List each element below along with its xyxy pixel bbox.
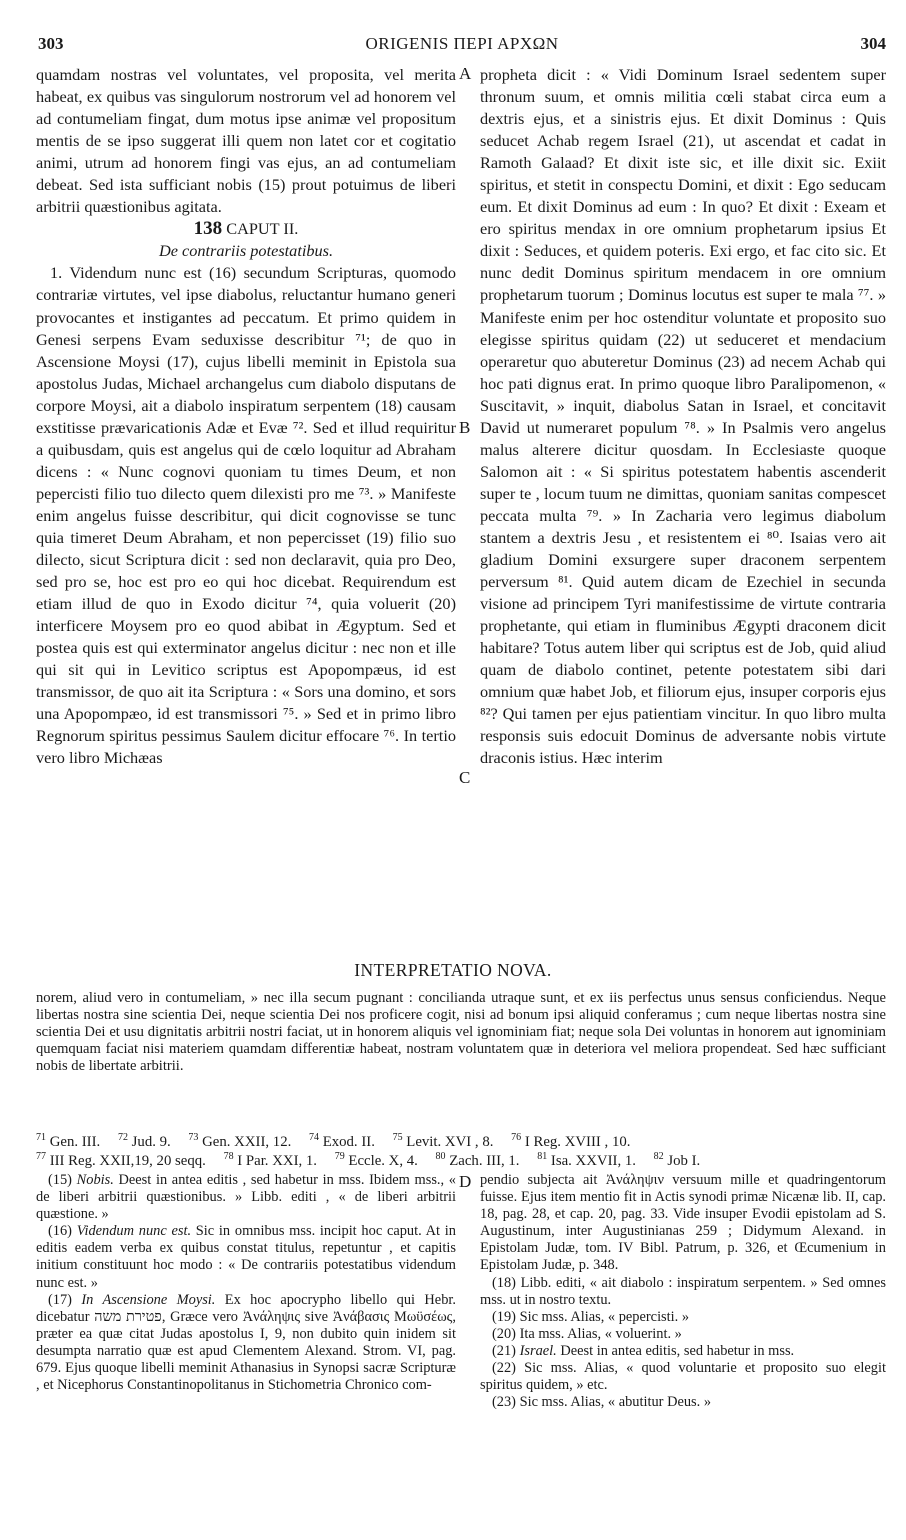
- interpretatio-text: norem, aliud vero in contumeliam, » nec illa secum pugnant : concilianda utraque sunt, et ex iis perfectus unus sensus conficiendus. Neque libertas nostra sine scientia Dei, neque scientia Dei nos proficere cogit, nisi ad bonum ipsi aliquid conferamus ; cum neque libertas nostra sine scientia Dei et usu dignitatis arbitrii nostri faciat, ut in honorem aliquis vel ignominiam fiat; neque sola Dei voluntas in honorem aut ignominiam quemquam faciat nisi materiem quamdam differentiæ habeat, nostram voluntatem quæ in deteriora vel meliora propendeat. Sed hæc sufficiant nobis de libertate arbitrii.: [36, 990, 886, 1074]
- margin-letter-a: A: [459, 64, 472, 83]
- margin-letter-c: C: [459, 768, 471, 787]
- page-number-left: 303: [38, 34, 64, 53]
- caput-subtitle: De contrariis potestatibus.: [158, 241, 334, 261]
- interpretatio-title: INTERPRETATIO NOVA.: [354, 960, 552, 980]
- footnote-23: (23) Sic mss. Alias, « abutitur Deus. »: [492, 1394, 712, 1411]
- reference-item: $^{72}$ Jud. 9.: [117, 1132, 171, 1150]
- margin-letter-d: D: [459, 1172, 472, 1191]
- footnote-17: (17) In Ascensione Moysi. Ex hoc apocrypho libello qui Hebr. dicebatur פטירת משה, Græce vero Ἀνάληψις sive Ἀνάβασις Μωϋσέως, præter ea quæ citat Judas apostolus I, 9, non dubito quin inidem sit desumpta narratio quæ est apud Clementem Alexand. Strom. VI, pag. 679. Ejus quoque libelli meminit Athanasius in Synopsi sacræ Scripturæ , et Nicephorus Constantinopolitanus in Stichometria Chronico com-: [36, 1291, 456, 1394]
- reference-item: $^{77}$ III Reg. XXII,19, 20 seqq.: [36, 1151, 206, 1169]
- scripture-references-row-2: [36, 1147, 886, 1171]
- running-title: ORIGENIS ΠΕΡΙ ΑΡΧΩΝ: [365, 34, 559, 53]
- footnotes-right-column: [480, 1172, 886, 1411]
- reference-item: $^{71}$ Gen. III.: [36, 1132, 101, 1150]
- footnote-19: (19) Sic mss. Alias, « pepercisti. »: [492, 1308, 690, 1325]
- reference-item: $^{82}$ Job I.: [653, 1151, 701, 1169]
- reference-item: $^{73}$ Gen. XXII, 12.: [188, 1132, 292, 1150]
- right-paragraph-1: propheta dicit : « Vidi Dominum Israel sedentem super thronum suum, et omnis militia cœli stabat circa eum a dextris ejus, et a sinistris ejus. Et dixit Dominus : Quis seducet Achab regem Israel (21), ut ascendat et cadat in Ramoth Galaad? Et dixit iste sic, et ille dixit sic. Exiit spiritus, et stetit in conspectu Domini, et dixit : Ego seducam eum. Et dixit Dominus ad eum : In quo? Et dixit : Exeam et ero spiritus mendax in ore omnium prophetarum ipsius Et dixit : Seduces, et quidem poteris. Exi ergo, et fac cito sic. Et nunc dedit Dominus spiritum mendacem in ore omnium prophetarum tuorum ; Dominus locutus est super te mala ⁷⁷. » Manifeste enim per hoc ostenditur voluntate et proposito suo elegisse spiritus quidam (22) ut seduceret et mendacium operaretur quo abuteretur Dominus (23) ad necem Achab qui hoc pati dignus erat. In primo quoque libro Paralipomenon, « Suscitavit, » inquit, diabolus Satan in Israel, et concitavit David ut numeraret populum ⁷⁸. » In Psalmis vero angelus malus alterere dicitur quosdam. In Ecclesiaste quoque Salomon ait : « Si spiritus potestatem habentis ascenderit super te , locum tuum ne dimittas, quoniam sanitas compescet peccata multa ⁷⁹. » In Zacharia vero legimus diabolum stantem a dextris Jesu , et resistentem ei ⁸⁰. Isaias vero ait gladium Domini exsurgere super draconem serpentem perversum ⁸¹. Quid autem dicam de Ezechiel in secunda visione ad principem Tyri manifestissime de virtute contraria prophetante, qui etiam in fluminibus Ægypti draconem dicit habitare? Totus autem liber qui scriptus est de Job, quid aliud quam de diabolo continet, petente potestatem sibi dari omnium quæ habet Job, et filiorum ejus, insuper corporis ejus ⁸²? Qui tamen per ejus patientiam vincitur. In quo libro multa responsis suis edocuit Dominus de adversante nobis virtute draconis istius. Hæc interim: [480, 65, 886, 768]
- reference-item: $^{80}$ Zach. III, 1.: [435, 1151, 520, 1169]
- reference-item: $^{76}$ I Reg. XVIII , 10.: [511, 1132, 631, 1150]
- running-head: [38, 34, 886, 56]
- footnote-22: (22) Sic mss. Alias, « quod voluntarie et proposito suo elegit spiritus quidem, » etc.: [480, 1360, 886, 1394]
- main-text-left-column: [36, 64, 456, 770]
- left-paragraph-2: 1. Videndum nunc est (16) secundum Scripturas, quomodo contrariæ virtutes, vel ipse diabolus, reluctantur humano generi provocantes et instigantes ad peccatum. Et primo quidem in Genesi serpens Evam seduxisse describitur ⁷¹; de quo in Ascensione Moysi (17), cujus libelli meminit in Epistola sua apostolus Judas, Michael archangelus cum diabolo disputans de corpore Moysi, ait a diabolo inspiratum serpentem (18) causam exstitisse prævaricationis Adæ et Evæ ⁷². Sed et illud requiritur a quibusdam, quis est angelus qui de cœlo loquitur ad Abraham dicens : « Nunc cognovi quoniam tu times Deum, et non pepercisti filio tuo dilecto quem dilexisti pro me ⁷³. » Manifeste enim angelus fuisse describitur, qui dicit cognovisse se tunc quia timeret Deum Abraham, et non pepercisset (19) filio suo dilecto, sicut Scriptura dicit : sed non declaravit, quia pro Deo, sed pro se, hoc est pro eo qui hoc dicebat. Requirendum est etiam illud de quo in Exodo dicitur ⁷⁴, quia voluerit (20) interficere Moysem pro eo quod abibat in Ægyptum. Sed et postea quis est qui exterminator angelus dicitur : nec non et ille qui sit qui in Levitico scriptus est Apopompæus, id est transmissor, de quo ait ita Scriptura : « Sors una domino, et sors una Apopompæo, id est transmissori ⁷⁵. » Sed et in primo libro Regnorum spiritus pessimus Saulem dicitur effocare ⁷⁶. In tertio vero libro Michæas: [36, 263, 456, 768]
- reference-item: $^{78}$ I Par. XXI, 1.: [223, 1151, 317, 1169]
- page-number-right: 304: [860, 34, 886, 53]
- footnotes-left-column: [36, 1172, 456, 1394]
- left-paragraph-1: quamdam nostras vel voluntates, vel proposita, vel merita habeat, ex quibus vas singulorum nostrorum vel ad honorem vel ad contumeliam fingat, dum motus ipse animæ vel propositum mentis de se ipso suggerat illi quem non latet cor et cogitatio animi, utrum ad honorem fingi vas ejus, an ad contumeliam debeat. Sed ista sufficiant nobis (15) prout potuimus de liberi arbitrii quæstionibus agitata.: [36, 65, 456, 217]
- reference-item: $^{81}$ Isa. XXVII, 1.: [537, 1151, 636, 1169]
- reference-item: $^{79}$ Eccle. X, 4.: [334, 1151, 418, 1169]
- caput-title: CAPUT II.: [226, 219, 299, 239]
- footnote-16: (16) Videndum nunc est. Sic in omnibus mss. incipit hoc caput. At in editis eadem verba ex quibus constat titulus, repetuntur , et capitis initium constituunt hoc modo : « De contrariis potestatibus videndum nunc est. »: [36, 1223, 456, 1291]
- footnote-17-continued: pendio subjecta ait Ἀνάληψιν versuum mille et quadringentorum fuisse. Ejus item mentio fit in Actis synodi primæ Nicænæ lib. II, cap. 18, pag. 28, et cap. 20, pag. 33. Vide insuper Evodii epistolam ad S. Augustinum, inter Augustinianas 259 ; Didymum Alexand. in Epistolam Judæ, tom. IV Bibl. Patrum, p. 326, et Œcumenium in Epistolam Judæ, p. 348.: [480, 1172, 886, 1274]
- footnote-21: (21) Israel. Deest in antea editis, sed habetur in mss.: [492, 1342, 795, 1359]
- footnote-15: (15) Nobis. Deest in antea editis , sed habetur in mss. Ibidem mss., « de liberi arbitrii quæstionibus. » Libb. editi , « de liberi arbitrii quæstione. »: [36, 1172, 456, 1223]
- reference-item: $^{74}$ Exod. II.: [309, 1132, 375, 1150]
- reference-item: $^{75}$ Levit. XVI , 8.: [392, 1132, 494, 1150]
- footnote-18: (18) Libb. editi, « ait diabolo : inspiratum serpentem. » Sed omnes mss. ut in nostro textu.: [480, 1274, 886, 1308]
- main-text-right-column: [480, 64, 886, 770]
- caput-heading: [36, 218, 456, 240]
- footnote-20: (20) Ita mss. Alias, « voluerint. »: [492, 1325, 682, 1342]
- margin-letter-b: B: [459, 418, 471, 437]
- caput-number: 138: [193, 218, 223, 240]
